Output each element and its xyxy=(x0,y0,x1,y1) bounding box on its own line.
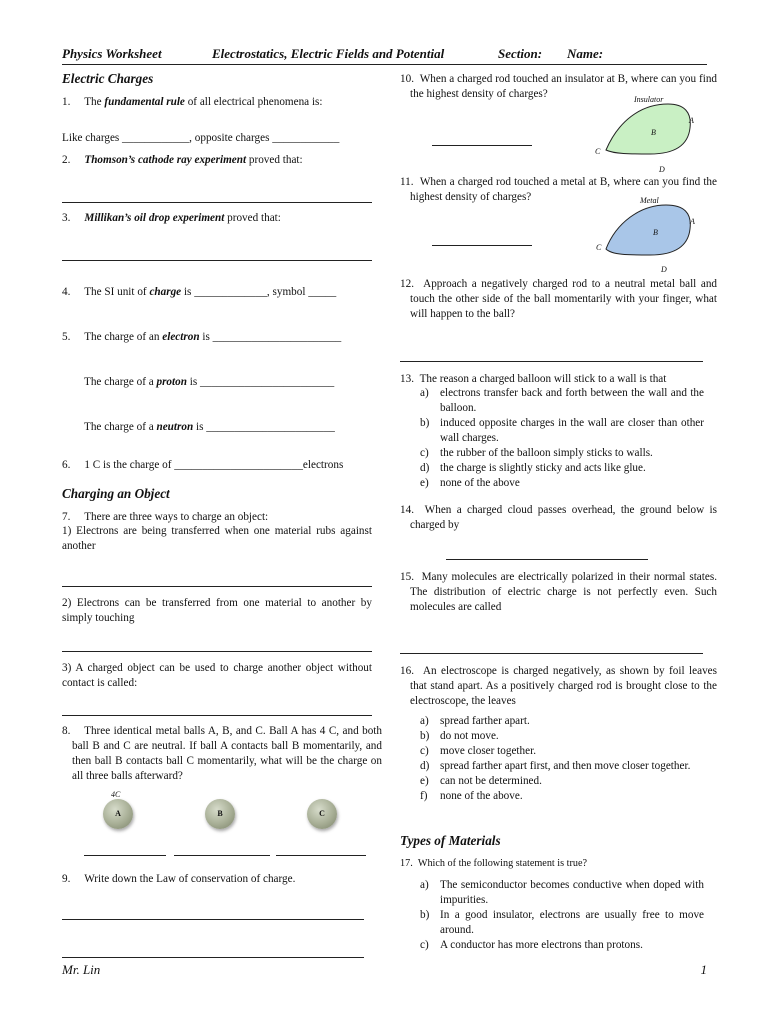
option-letter: c) xyxy=(420,745,429,757)
section-charging-an-object: Charging an Object xyxy=(62,486,170,501)
option-text: do not move. xyxy=(440,730,499,742)
answer-option[interactable] xyxy=(400,714,704,729)
metal-ball-a: A xyxy=(103,799,133,829)
answer-line-7-2[interactable] xyxy=(62,650,372,652)
metal-point-a: A xyxy=(690,217,695,226)
ball-a-charge-label: 4C xyxy=(111,790,121,799)
worksheet-title: Physics Worksheet xyxy=(62,46,162,61)
question-16: 16. An electroscope is charged negatively, as shown by foil leaves that stand apart. As a positively charged rod is brought close to the electroscope, the leaves xyxy=(400,665,717,707)
option-letter: b) xyxy=(420,417,430,429)
section-types-of-materials: Types of Materials xyxy=(400,833,501,848)
metal-point-d: D xyxy=(661,265,667,274)
topic-title: Electrostatics, Electric Fields and Potential xyxy=(212,46,445,61)
answer-line-ball-a[interactable] xyxy=(84,854,166,856)
option-letter: a) xyxy=(420,715,429,727)
metal-point-c: C xyxy=(596,243,602,252)
answer-option[interactable] xyxy=(400,774,704,789)
insulator-point-a: A xyxy=(689,116,694,125)
page-number: 1 xyxy=(700,962,707,977)
metal-ball-b: B xyxy=(205,799,235,829)
option-letter: d) xyxy=(420,462,430,474)
question-4: 4. The SI unit of charge is _____________, symbol _____ xyxy=(62,286,337,298)
question-3: 3. Millikan’s oil drop experiment proved that: xyxy=(62,212,281,224)
question-13: 13. The reason a charged balloon will stick to a wall is that xyxy=(400,373,667,385)
option-text: electrons transfer back and forth between the wall and the balloon. xyxy=(440,387,704,414)
question-7: 7. There are three ways to charge an object: xyxy=(62,511,269,523)
left-column xyxy=(62,0,382,960)
option-letter: d) xyxy=(420,760,430,772)
answer-line-7-3[interactable] xyxy=(62,714,372,716)
answer-option[interactable] xyxy=(400,416,704,446)
answer-line-10[interactable] xyxy=(432,144,532,146)
answer-line-3[interactable] xyxy=(62,259,372,261)
answer-line-11[interactable] xyxy=(432,244,532,246)
answer-line-ball-c[interactable] xyxy=(276,854,366,856)
option-letter: c) xyxy=(420,447,429,459)
page-footer xyxy=(62,962,707,978)
question-1-blanks: Like charges ____________, opposite charges ____________ xyxy=(62,132,340,144)
option-text: none of the above. xyxy=(440,790,523,802)
option-text: the charge is slightly sticky and acts like glue. xyxy=(440,462,646,474)
metal-ball-c: C xyxy=(307,799,337,829)
answer-line-14[interactable] xyxy=(446,558,648,560)
question-16-options xyxy=(400,714,704,804)
answer-line-9a[interactable] xyxy=(62,918,364,920)
section-label: Section: xyxy=(498,46,543,61)
question-2: 2. Thomson’s cathode ray experiment proved that: xyxy=(62,154,303,166)
insulator-point-b: B xyxy=(651,128,656,137)
option-letter: e) xyxy=(420,775,429,787)
answer-option[interactable] xyxy=(400,386,704,416)
question-17: 17. Which of the following statement is true? xyxy=(400,858,588,869)
question-8: 8. Three identical metal balls A, B, and C. Ball A has 4 C, and both ball B and C are neutral. If ball A contacts ball B momentarily, and then ball B contacts ball C momentarily, what will be the charge on all three balls afterward? xyxy=(62,725,382,782)
answer-line-15[interactable] xyxy=(400,652,703,654)
question-5-proton: The charge of a proton is ________________________ xyxy=(84,376,335,388)
answer-option[interactable] xyxy=(400,744,704,759)
insulator-diagram xyxy=(600,100,700,162)
metal-label: Metal xyxy=(640,196,659,205)
option-letter: e) xyxy=(420,477,429,489)
name-label: Name: xyxy=(567,46,604,61)
option-text: The semiconductor becomes conductive when doped with impurities. xyxy=(440,879,704,906)
answer-option[interactable] xyxy=(400,878,704,908)
author-name: Mr. Lin xyxy=(62,962,101,977)
question-12: 12. Approach a negatively charged rod to a neutral metal ball and touch the other side of the ball momentarily with your finger, what will happen to the ball? xyxy=(400,278,718,320)
option-text: In a good insulator, electrons are usually free to move around. xyxy=(440,909,704,936)
question-7-way-2: 2) Electrons can be transferred from one material to another by simply touching xyxy=(62,597,372,624)
question-17-options xyxy=(400,878,704,953)
option-letter: a) xyxy=(420,387,429,399)
option-text: spread farther apart. xyxy=(440,715,530,727)
question-13-options xyxy=(400,386,704,491)
answer-option[interactable] xyxy=(400,759,704,774)
option-letter: c) xyxy=(420,939,429,951)
option-letter: a) xyxy=(420,879,429,891)
option-text: induced opposite charges in the wall are closer than other wall charges. xyxy=(440,417,704,444)
question-14: 14. When a charged cloud passes overhead, the ground below is charged by xyxy=(400,504,718,531)
section-electric-charges: Electric Charges xyxy=(62,71,154,86)
question-9: 9. Write down the Law of conservation of charge. xyxy=(62,873,296,885)
answer-option[interactable] xyxy=(400,908,704,938)
question-6: 6. 1 C is the charge of _______________________electrons xyxy=(62,459,344,471)
question-10: 10. When a charged rod touched an insulator at B, where can you find the highest density of charges? xyxy=(400,73,718,100)
insulator-point-c: C xyxy=(595,147,601,156)
option-letter: b) xyxy=(420,909,430,921)
question-1: 1. The fundamental rule of all electrical phenomena is: xyxy=(62,96,323,108)
question-7-way-3: 3) A charged object can be used to charge another object without contact is called: xyxy=(62,662,372,689)
insulator-point-d: D xyxy=(659,165,665,174)
option-text: A conductor has more electrons than protons. xyxy=(440,939,643,951)
answer-option[interactable] xyxy=(400,476,704,491)
answer-line-9b[interactable] xyxy=(62,956,364,958)
metal-point-b: B xyxy=(653,228,658,237)
answer-option[interactable] xyxy=(400,729,704,744)
option-letter: b) xyxy=(420,730,430,742)
question-7-way-1: 1) Electrons are being transferred when one material rubs against another xyxy=(62,525,372,552)
option-text: spread farther apart first, and then move closer together. xyxy=(440,760,691,772)
answer-line-12[interactable] xyxy=(400,360,703,362)
insulator-shape xyxy=(606,104,690,154)
insulator-label: Insulator xyxy=(634,95,664,104)
option-text: move closer together. xyxy=(440,745,536,757)
answer-line-ball-b[interactable] xyxy=(174,854,270,856)
option-text: the rubber of the balloon simply sticks to walls. xyxy=(440,447,653,459)
option-text: can not be determined. xyxy=(440,775,542,787)
answer-option[interactable] xyxy=(400,789,704,804)
answer-option[interactable] xyxy=(400,446,704,461)
question-11: 11. When a charged rod touched a metal at B, where can you find the highest density of charges? xyxy=(400,176,717,203)
metal-diagram xyxy=(600,203,700,261)
answer-line-2[interactable] xyxy=(62,201,372,203)
answer-option[interactable] xyxy=(400,461,704,476)
metal-shape xyxy=(606,205,690,255)
question-15: 15. Many molecules are electrically polarized in their normal states. The distribution of electric charge is not perfectly even. Such molecules are called xyxy=(400,571,717,613)
answer-option[interactable] xyxy=(400,938,704,953)
right-column xyxy=(400,0,718,960)
option-letter: f) xyxy=(420,790,428,802)
question-5: 5. The charge of an electron is _______________________ xyxy=(62,331,342,343)
option-text: none of the above xyxy=(440,477,520,489)
answer-line-7-1[interactable] xyxy=(62,585,372,587)
question-5-neutron: The charge of a neutron is _______________________ xyxy=(84,421,335,433)
